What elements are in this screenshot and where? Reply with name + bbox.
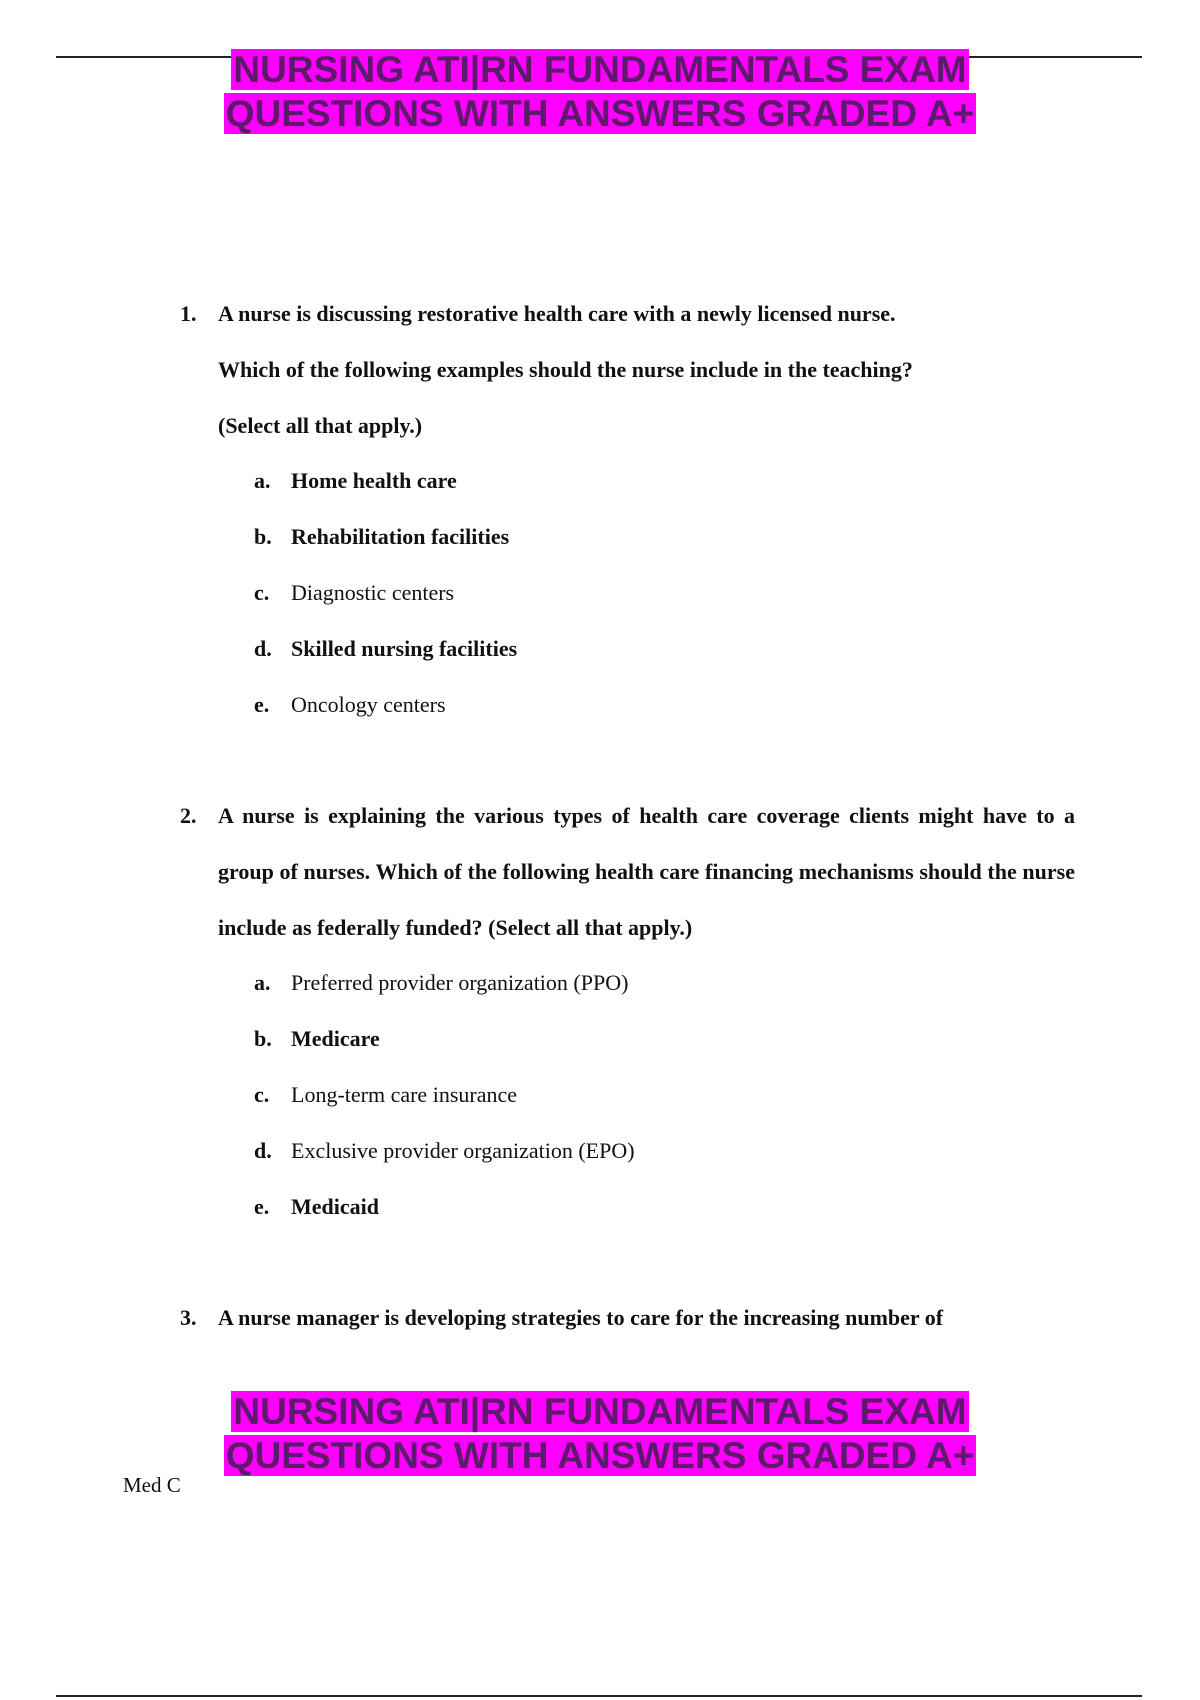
option-text: Exclusive provider organization (EPO) — [291, 1138, 635, 1163]
option-item — [254, 509, 1054, 565]
question-stem: A nurse manager is developing strategies to care for the increasing number of — [218, 1305, 944, 1330]
question-stem: A nurse is discussing restorative health care with a newly licensed nurse. Which of the following examples should the nurse include in the teaching? (Select all that apply.) — [218, 301, 913, 438]
option-text: Medicare — [291, 1026, 380, 1051]
question-number: 3. — [180, 1305, 197, 1330]
option-text: Rehabilitation facilities — [291, 524, 510, 549]
option-text: Diagnostic centers — [291, 580, 455, 605]
option-text: Skilled nursing facilities — [291, 636, 518, 661]
banner-line-1: NURSING ATI|RN FUNDAMENTALS EXAM — [233, 1391, 967, 1432]
banner-line-2: QUESTIONS WITH ANSWERS GRADED A+ — [225, 93, 975, 134]
question-2-options — [254, 955, 1054, 1235]
option-letter: a. — [254, 468, 271, 493]
banner-line-2: QUESTIONS WITH ANSWERS GRADED A+ — [225, 1435, 975, 1476]
option-item — [254, 677, 1054, 733]
option-item — [254, 565, 1054, 621]
option-item — [254, 1179, 1054, 1235]
question-stem: A nurse is explaining the various types of health care coverage clients might have to a group of nurses. Which of the following health care financing mechanisms should the nurse include as federally funded? (Select all that apply.) — [218, 803, 1075, 940]
bottom-rule — [56, 1695, 1142, 1697]
option-item — [254, 1067, 1054, 1123]
option-item — [254, 1011, 1054, 1067]
option-text: Preferred provider organization (PPO) — [291, 970, 629, 995]
question-3 — [180, 1290, 1075, 1346]
option-letter: e. — [254, 1194, 270, 1219]
question-1 — [180, 286, 1075, 454]
banner-line-1: NURSING ATI|RN FUNDAMENTALS EXAM — [233, 49, 967, 90]
option-letter: a. — [254, 970, 271, 995]
option-item — [254, 453, 1054, 509]
option-text: Oncology centers — [291, 692, 446, 717]
option-item — [254, 621, 1054, 677]
question-2 — [180, 788, 1075, 956]
option-text: Home health care — [291, 468, 457, 493]
question-number: 1. — [180, 301, 197, 326]
option-item — [254, 1123, 1054, 1179]
footer-banner — [0, 1390, 1200, 1478]
option-item — [254, 955, 1054, 1011]
option-text: Medicaid — [291, 1194, 379, 1219]
option-letter: b. — [254, 1026, 272, 1051]
option-letter: d. — [254, 636, 272, 661]
footer-note: Med C — [123, 1473, 181, 1497]
option-text: Long-term care insurance — [291, 1082, 517, 1107]
option-letter: d. — [254, 1138, 272, 1163]
question-number: 2. — [180, 803, 197, 828]
header-banner — [0, 48, 1200, 136]
question-1-options — [254, 453, 1054, 733]
option-letter: e. — [254, 692, 270, 717]
option-letter: c. — [254, 1082, 270, 1107]
option-letter: b. — [254, 524, 272, 549]
option-letter: c. — [254, 580, 270, 605]
